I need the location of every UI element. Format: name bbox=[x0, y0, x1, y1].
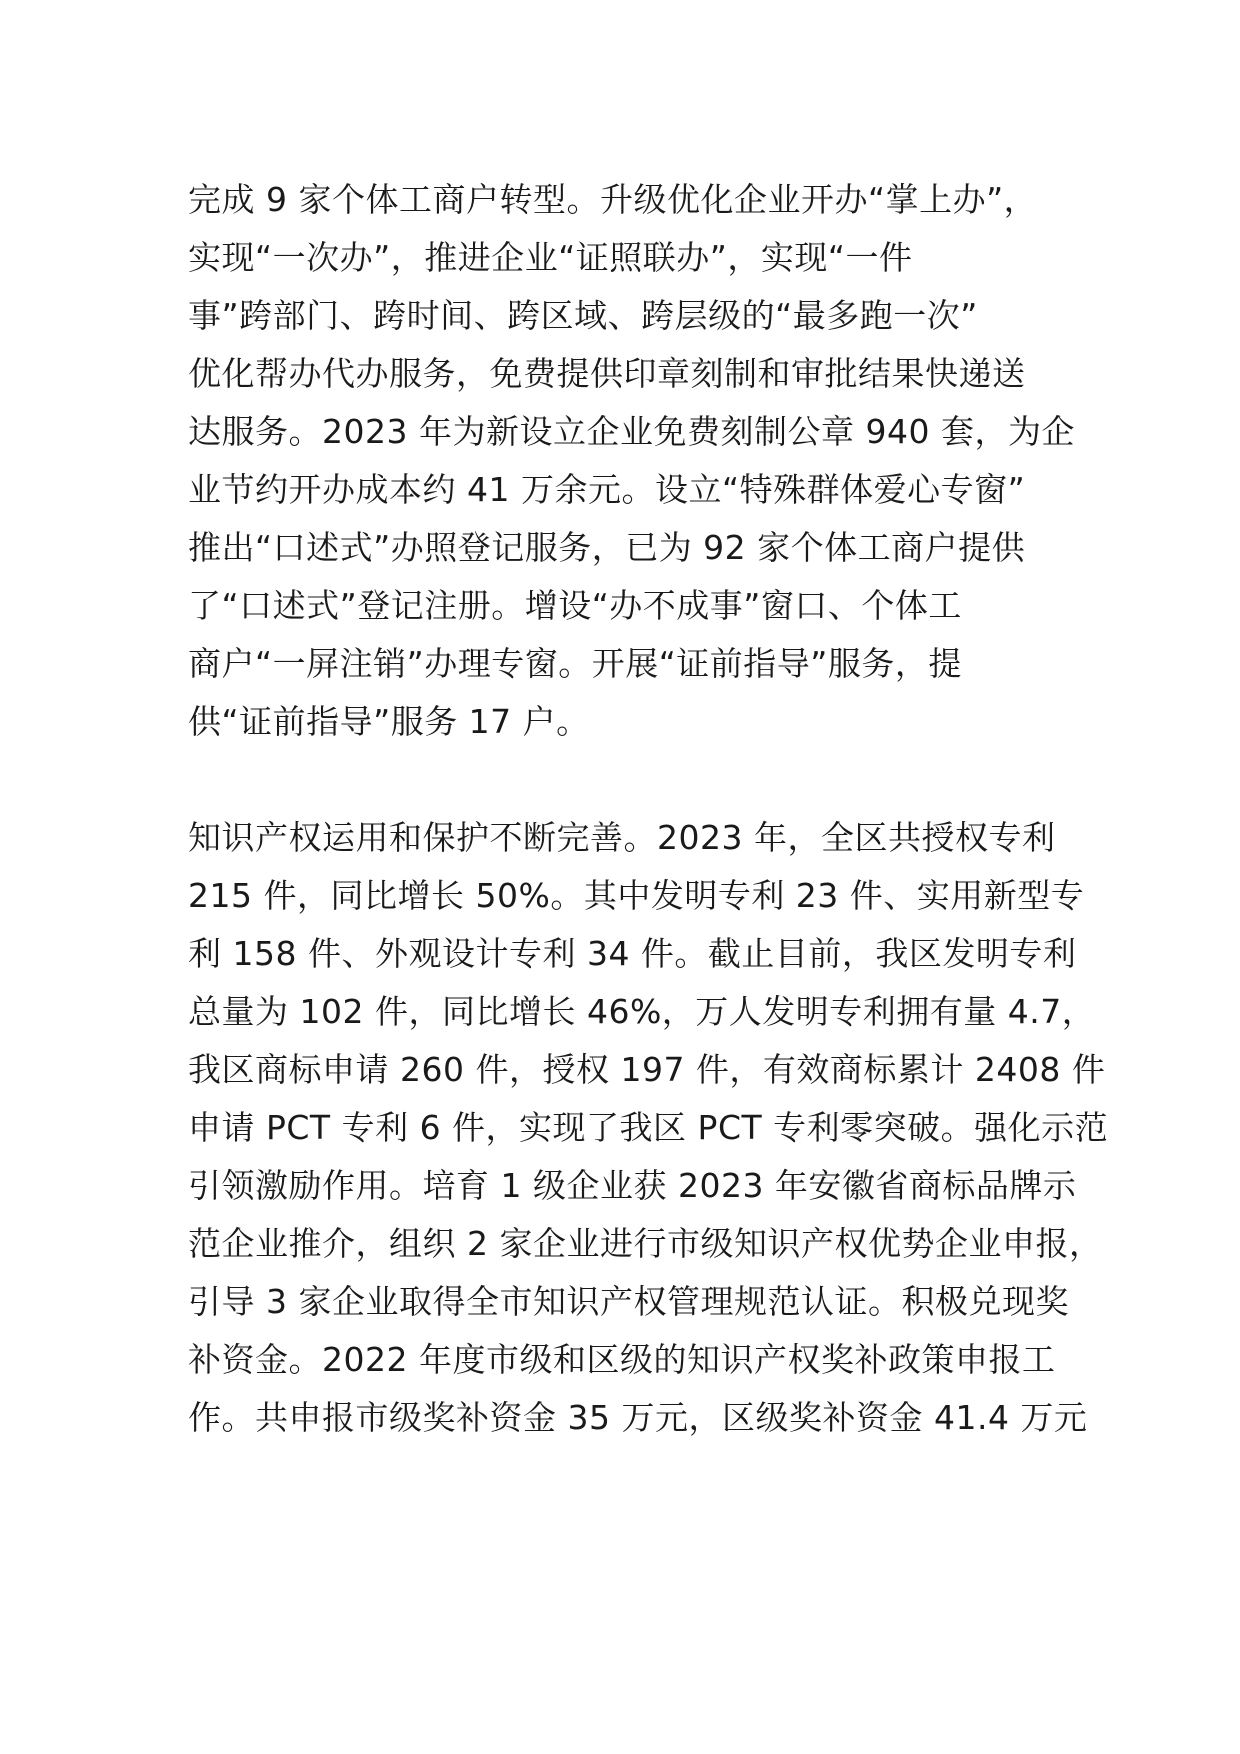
text-line: 215 件，同比增长 50%。其中发明专利 23 件、实用新型专 bbox=[188, 876, 1085, 915]
text-line: 事”跨部门、跨时间、跨区域、跨层级的“最多跑一次” bbox=[188, 296, 978, 335]
text-line: 补资金。2022 年度市级和区级的知识产权奖补政策申报工 bbox=[188, 1340, 1056, 1379]
text-line: 供“证前指导”服务 17 户。 bbox=[188, 702, 590, 741]
text-line: 我区商标申请 260 件，授权 197 件，有效商标累计 2408 件 bbox=[188, 1050, 1106, 1089]
text-line: 推出“口述式”办照登记服务，已为 92 家个体工商户提供 bbox=[188, 528, 1026, 567]
text-line: 作。共申报市级奖补资金 35 万元，区级奖补资金 41.4 万元 bbox=[188, 1398, 1088, 1437]
text-line: 引导 3 家企业取得全市知识产权管理规范认证。积极兑现奖 bbox=[188, 1282, 1069, 1321]
text-line: 完成 9 家个体工商户转型。升级优化企业开办“掌上办”， bbox=[188, 180, 1038, 219]
text-line: 总量为 102 件，同比增长 46%，万人发明专利拥有量 4.7， bbox=[188, 992, 1096, 1031]
text-line: 了“口述式”登记注册。增设“办不成事”窗口、个体工 bbox=[188, 586, 962, 625]
text-line: 商户“一屏注销”办理专窗。开展“证前指导”服务，提 bbox=[188, 644, 962, 683]
text-line: 优化帮办代办服务，免费提供印章刻制和审批结果快递送 bbox=[188, 354, 1026, 393]
text-line: 引领激励作用。培育 1 级企业获 2023 年安徽省商标品牌示 bbox=[188, 1166, 1077, 1205]
text-line: 达服务。2023 年为新设立企业免费刻制公章 940 套，为企 bbox=[188, 412, 1075, 451]
text-line: 实现“一次办”，推进企业“证照联办”，实现“一件 bbox=[188, 238, 913, 277]
text-line: 范企业推介，组织 2 家企业进行市级知识产权优势企业申报， bbox=[188, 1224, 1103, 1263]
text-line: 业节约开办成本约 41 万余元。设立“特殊群体爱心专窗” bbox=[188, 470, 1026, 509]
text-line: 利 158 件、外观设计专利 34 件。截止目前，我区发明专利 bbox=[188, 934, 1077, 973]
text-line: 知识产权运用和保护不断完善。2023 年，全区共授权专利 bbox=[188, 818, 1056, 857]
text-line: 申请 PCT 专利 6 件，实现了我区 PCT 专利零突破。强化示范 bbox=[188, 1108, 1109, 1147]
